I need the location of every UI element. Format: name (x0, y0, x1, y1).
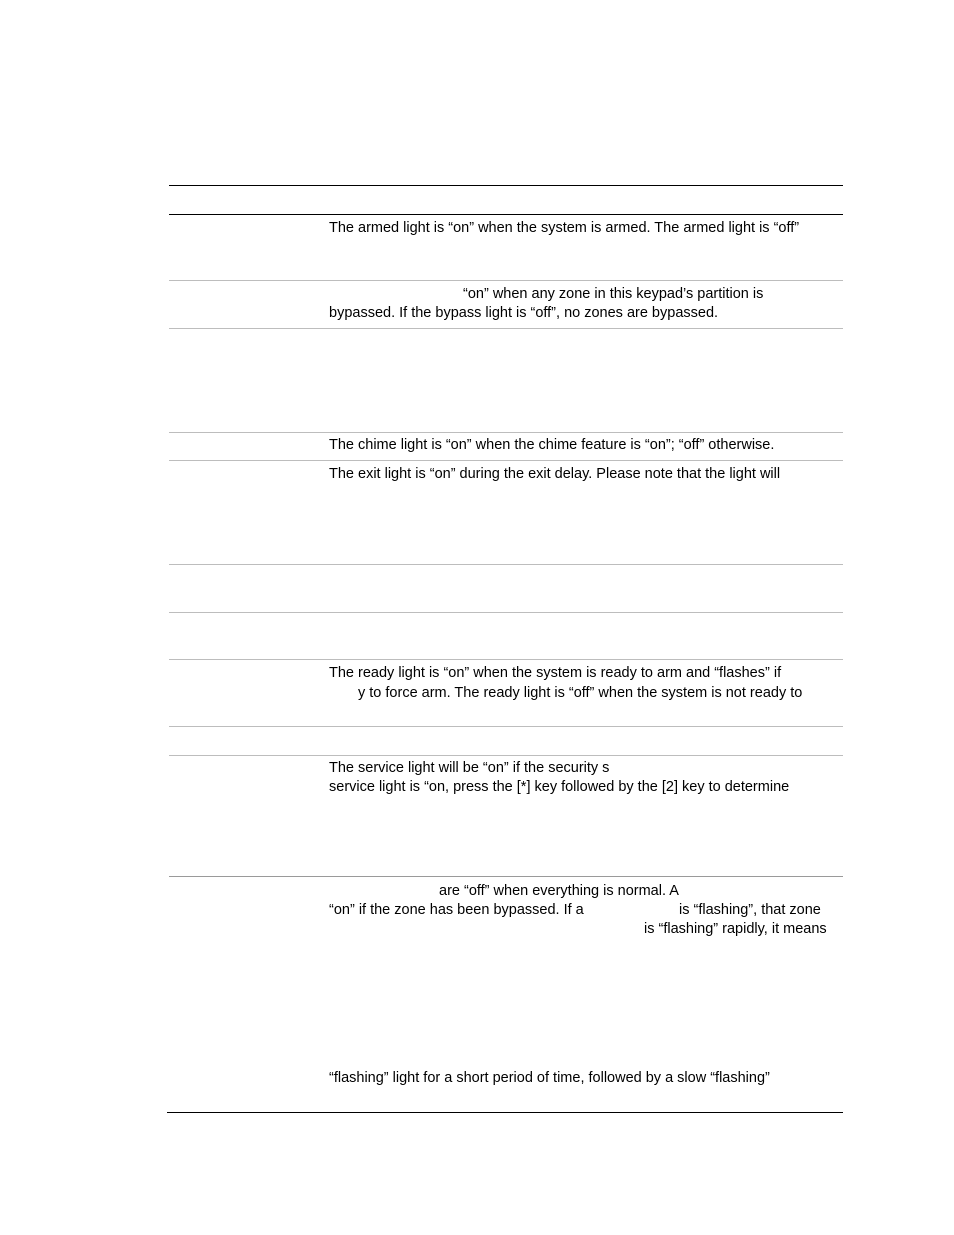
service-description-line-2: service light is “on, press the [*] key followed by the [2] key to determine (329, 779, 790, 795)
row-divider (169, 328, 843, 329)
row-divider (169, 755, 843, 756)
row-divider (169, 876, 843, 877)
row-divider (169, 280, 843, 281)
row-divider (169, 659, 843, 660)
table-top-border (169, 185, 843, 186)
row-divider (169, 612, 843, 613)
exit-description-line-1: The exit light is “on” during the exit delay. Please note that the light will (329, 466, 781, 482)
zone-description-line-4: “flashing” light for a short period of time, followed by a slow “flashing” (329, 1070, 770, 1086)
ready-description-line-2: y to force arm. The ready light is “off” when the system is not ready to (358, 685, 803, 701)
zone-description-line-1: are “off” when everything is normal. A (439, 883, 679, 899)
row-divider (169, 726, 843, 727)
table-header-divider (169, 214, 843, 215)
service-description-line-1: The service light will be “on” if the security s (329, 760, 610, 776)
bypass-description-line-2: bypassed. If the bypass light is “off”, no zones are bypassed. (329, 305, 719, 321)
table-bottom-border (167, 1112, 843, 1113)
row-divider (169, 432, 843, 433)
armed-description-line-1: The armed light is “on” when the system is armed. The armed light is “off” (329, 220, 800, 236)
chime-description-line-1: The chime light is “on” when the chime feature is “on”; “off” otherwise. (329, 437, 775, 453)
zone-description-line-3: is “flashing” rapidly, it means (644, 921, 827, 937)
bypass-description-line-1: “on” when any zone in this keypad’s partition is (463, 286, 764, 302)
ready-description-line-1: The ready light is “on” when the system is ready to arm and “flashes” if (329, 665, 782, 681)
row-divider (169, 460, 843, 461)
zone-description-line-2a: “on” if the zone has been bypassed. If a (329, 902, 584, 918)
row-divider (169, 564, 843, 565)
zone-description-line-2b: is “flashing”, that zone (679, 902, 821, 918)
